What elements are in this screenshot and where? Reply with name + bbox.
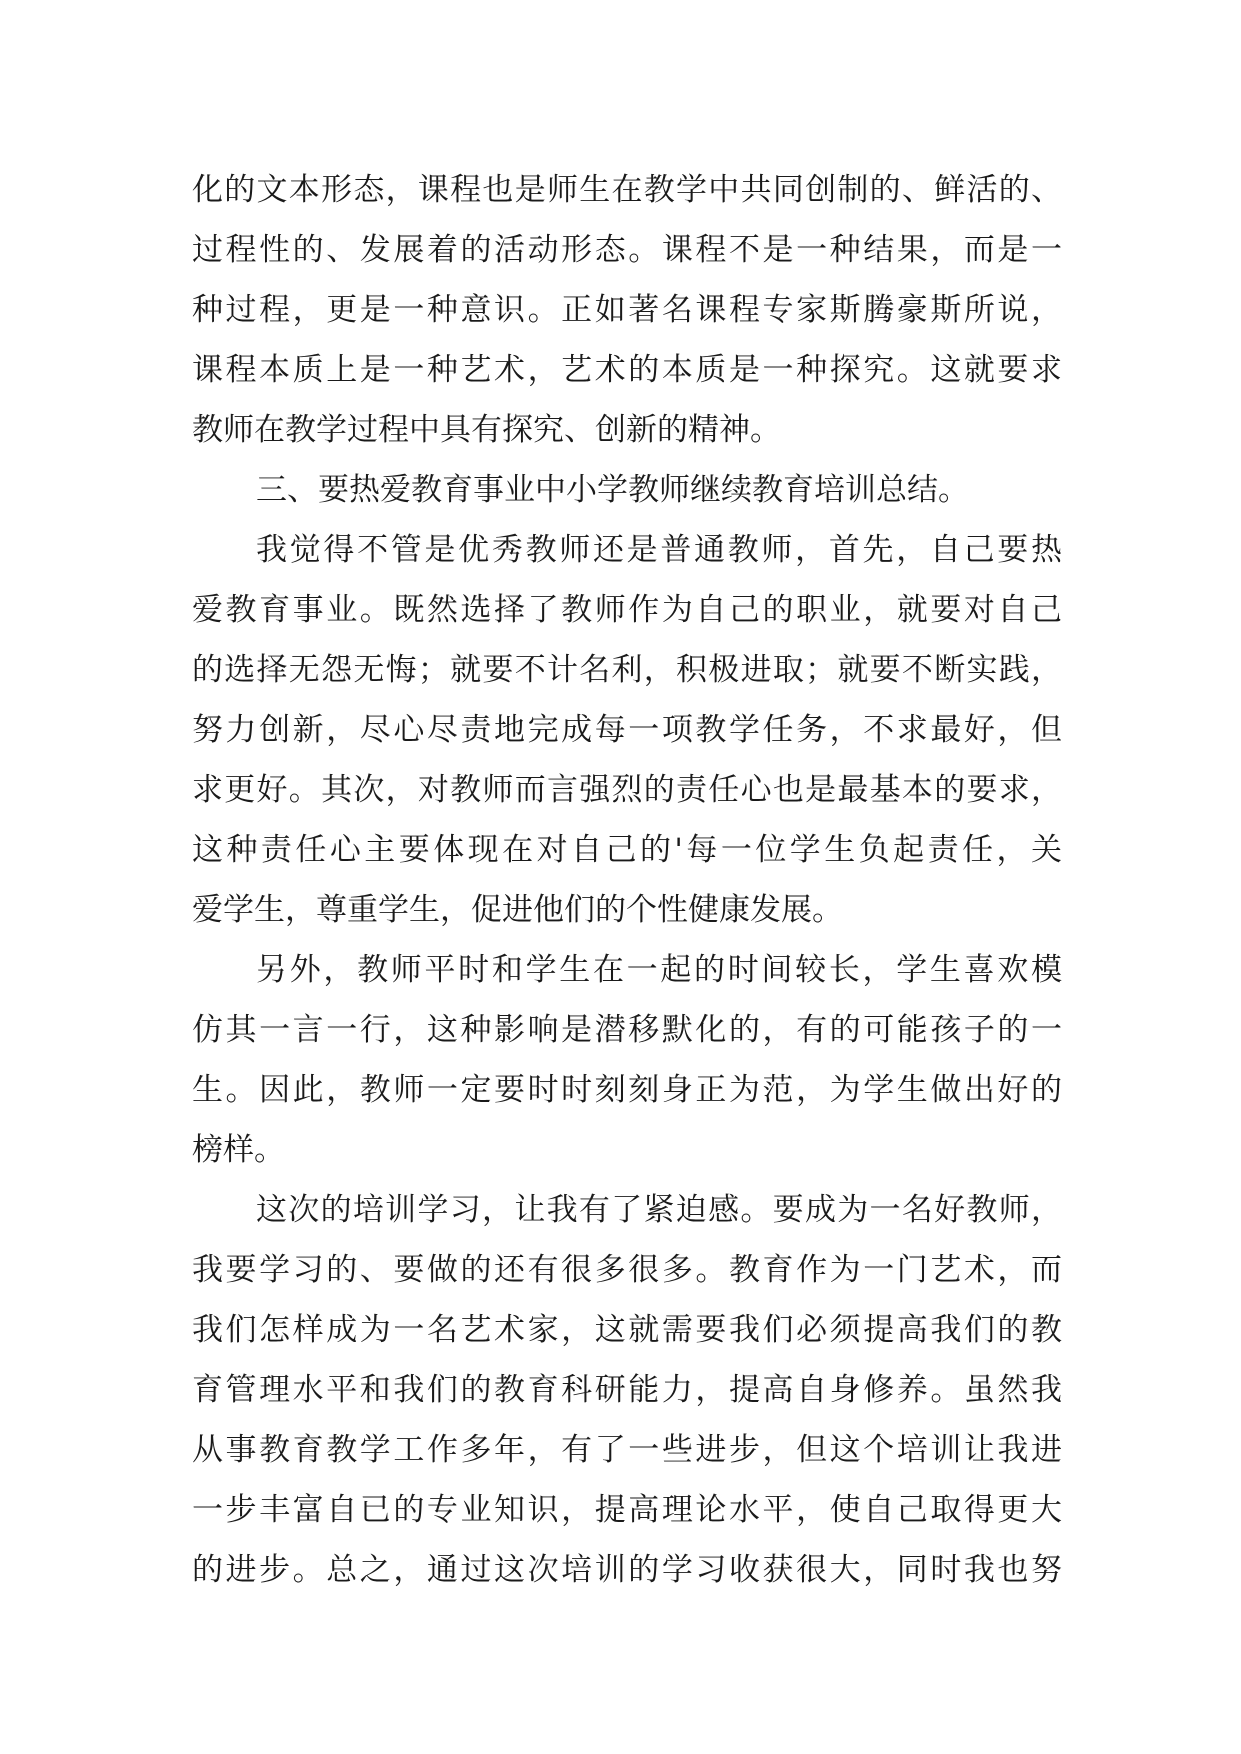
text-line: 榜样。 — [192, 1132, 285, 1168]
text-line: 另外，教师平时和学生在一起的时间较长，学生喜欢模 — [256, 952, 1062, 988]
text-line: 爱教育事业。既然选择了教师作为自己的职业，就要对自己 — [192, 592, 1062, 628]
paragraph — [192, 460, 1062, 520]
paragraph — [192, 520, 1062, 940]
text-line: 的选择无怨无悔；就要不计名利，积极进取；就要不断实践， — [192, 652, 1062, 688]
text-line: 爱学生，尊重学生，促进他们的个性健康发展。 — [192, 892, 843, 928]
text-line: 教师在教学过程中具有探究、创新的精神。 — [192, 412, 781, 448]
text-line: 育管理水平和我们的教育科研能力，提高自身修养。虽然我 — [192, 1372, 1062, 1408]
body-text — [192, 160, 1062, 1600]
paragraph — [192, 160, 1062, 460]
text-line: 我要学习的、要做的还有很多很多。教育作为一门艺术，而 — [192, 1252, 1062, 1288]
text-line: 生。因此，教师一定要时时刻刻身正为范，为学生做出好的 — [192, 1072, 1062, 1108]
text-line: 我们怎样成为一名艺术家，这就需要我们必须提高我们的教 — [192, 1312, 1062, 1348]
text-line: 的进步。总之，通过这次培训的学习收获很大，同时我也努 — [192, 1552, 1062, 1588]
text-line: 从事教育教学工作多年，有了一些进步，但这个培训让我进 — [192, 1432, 1062, 1468]
text-line: 化的文本形态，课程也是师生在教学中共同创制的、鲜活的、 — [192, 172, 1062, 208]
text-line: 这种责任心主要体现在对自己的'每一位学生负起责任，关 — [192, 832, 1062, 868]
text-line: 一步丰富自已的专业知识，提高理论水平，使自己取得更大 — [192, 1492, 1062, 1528]
text-line: 努力创新，尽心尽责地完成每一项教学任务，不求最好，但 — [192, 712, 1062, 748]
paragraph — [192, 940, 1062, 1180]
text-line: 种过程，更是一种意识。正如著名课程专家斯腾豪斯所说， — [192, 292, 1062, 328]
text-line: 这次的培训学习，让我有了紧迫感。要成为一名好教师， — [256, 1192, 1062, 1228]
text-line: 三、要热爱教育事业中小学教师继续教育培训总结。 — [256, 472, 969, 508]
text-line: 求更好。其次，对教师而言强烈的责任心也是最基本的要求， — [192, 772, 1062, 808]
text-line: 仿其一言一行，这种影响是潜移默化的，有的可能孩子的一 — [192, 1012, 1062, 1048]
text-line: 过程性的、发展着的活动形态。课程不是一种结果，而是一 — [192, 232, 1062, 268]
text-line: 课程本质上是一种艺术，艺术的本质是一种探究。这就要求 — [192, 352, 1062, 388]
paragraph — [192, 1180, 1062, 1600]
text-line: 我觉得不管是优秀教师还是普通教师，首先，自己要热 — [256, 532, 1062, 568]
